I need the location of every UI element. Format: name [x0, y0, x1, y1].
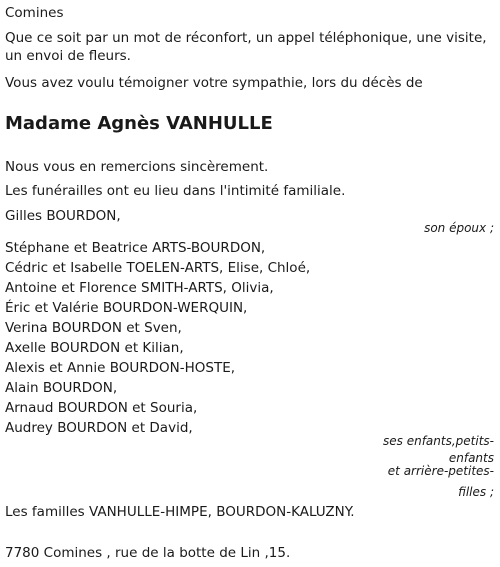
deceased-name: Madame Agnès VANHULLE: [5, 113, 273, 134]
list-item: Arnaud BOURDON et Souria,: [5, 400, 198, 416]
list-item: Audrey BOURDON et David,: [5, 420, 193, 436]
list-item: Stéphane et Beatrice ARTS-BOURDON,: [5, 240, 266, 256]
children-list: [5, 238, 310, 438]
list-item: Antoine et Florence SMITH-ARTS, Olivia,: [5, 280, 274, 296]
spouse-name: Gilles BOURDON,: [5, 208, 121, 224]
location: Comines: [5, 5, 64, 21]
families-line: Les familles VANHULLE-HIMPE, BOURDON-KALUZNY.: [5, 504, 355, 520]
list-item: Alain BOURDON,: [5, 380, 118, 396]
children-role-line-1: ses enfants,petits-: [383, 434, 494, 448]
list-item: Axelle BOURDON et Kilian,: [5, 340, 184, 356]
list-item: Alexis et Annie BOURDON-HOSTE,: [5, 360, 236, 376]
address-line: 7780 Comines , rue de la botte de Lin ,15.: [5, 545, 291, 561]
spouse-role: son époux ;: [424, 221, 494, 235]
funeral-line: Les funérailles ont eu lieu dans l'intimité familiale.: [5, 183, 346, 199]
list-item: Cédric et Isabelle TOELEN-ARTS, Elise, Chloé,: [5, 260, 311, 276]
intro-line-2: un envoi de fleurs.: [5, 48, 131, 64]
intro-line-1: Que ce soit par un mot de réconfort, un appel téléphonique, une visite,: [5, 30, 487, 46]
list-item: Verina BOURDON et Sven,: [5, 320, 182, 336]
children-role-line-2: enfants: [448, 451, 494, 465]
children-role-line-3: et arrière-petites-: [387, 464, 494, 478]
thanks-line: Nous vous en remercions sincèrement.: [5, 159, 269, 175]
list-item: Éric et Valérie BOURDON-WERQUIN,: [5, 300, 248, 316]
intro-line-3: Vous avez voulu témoigner votre sympathie, lors du décès de: [5, 75, 423, 91]
children-role-line-4: filles ;: [458, 485, 494, 499]
